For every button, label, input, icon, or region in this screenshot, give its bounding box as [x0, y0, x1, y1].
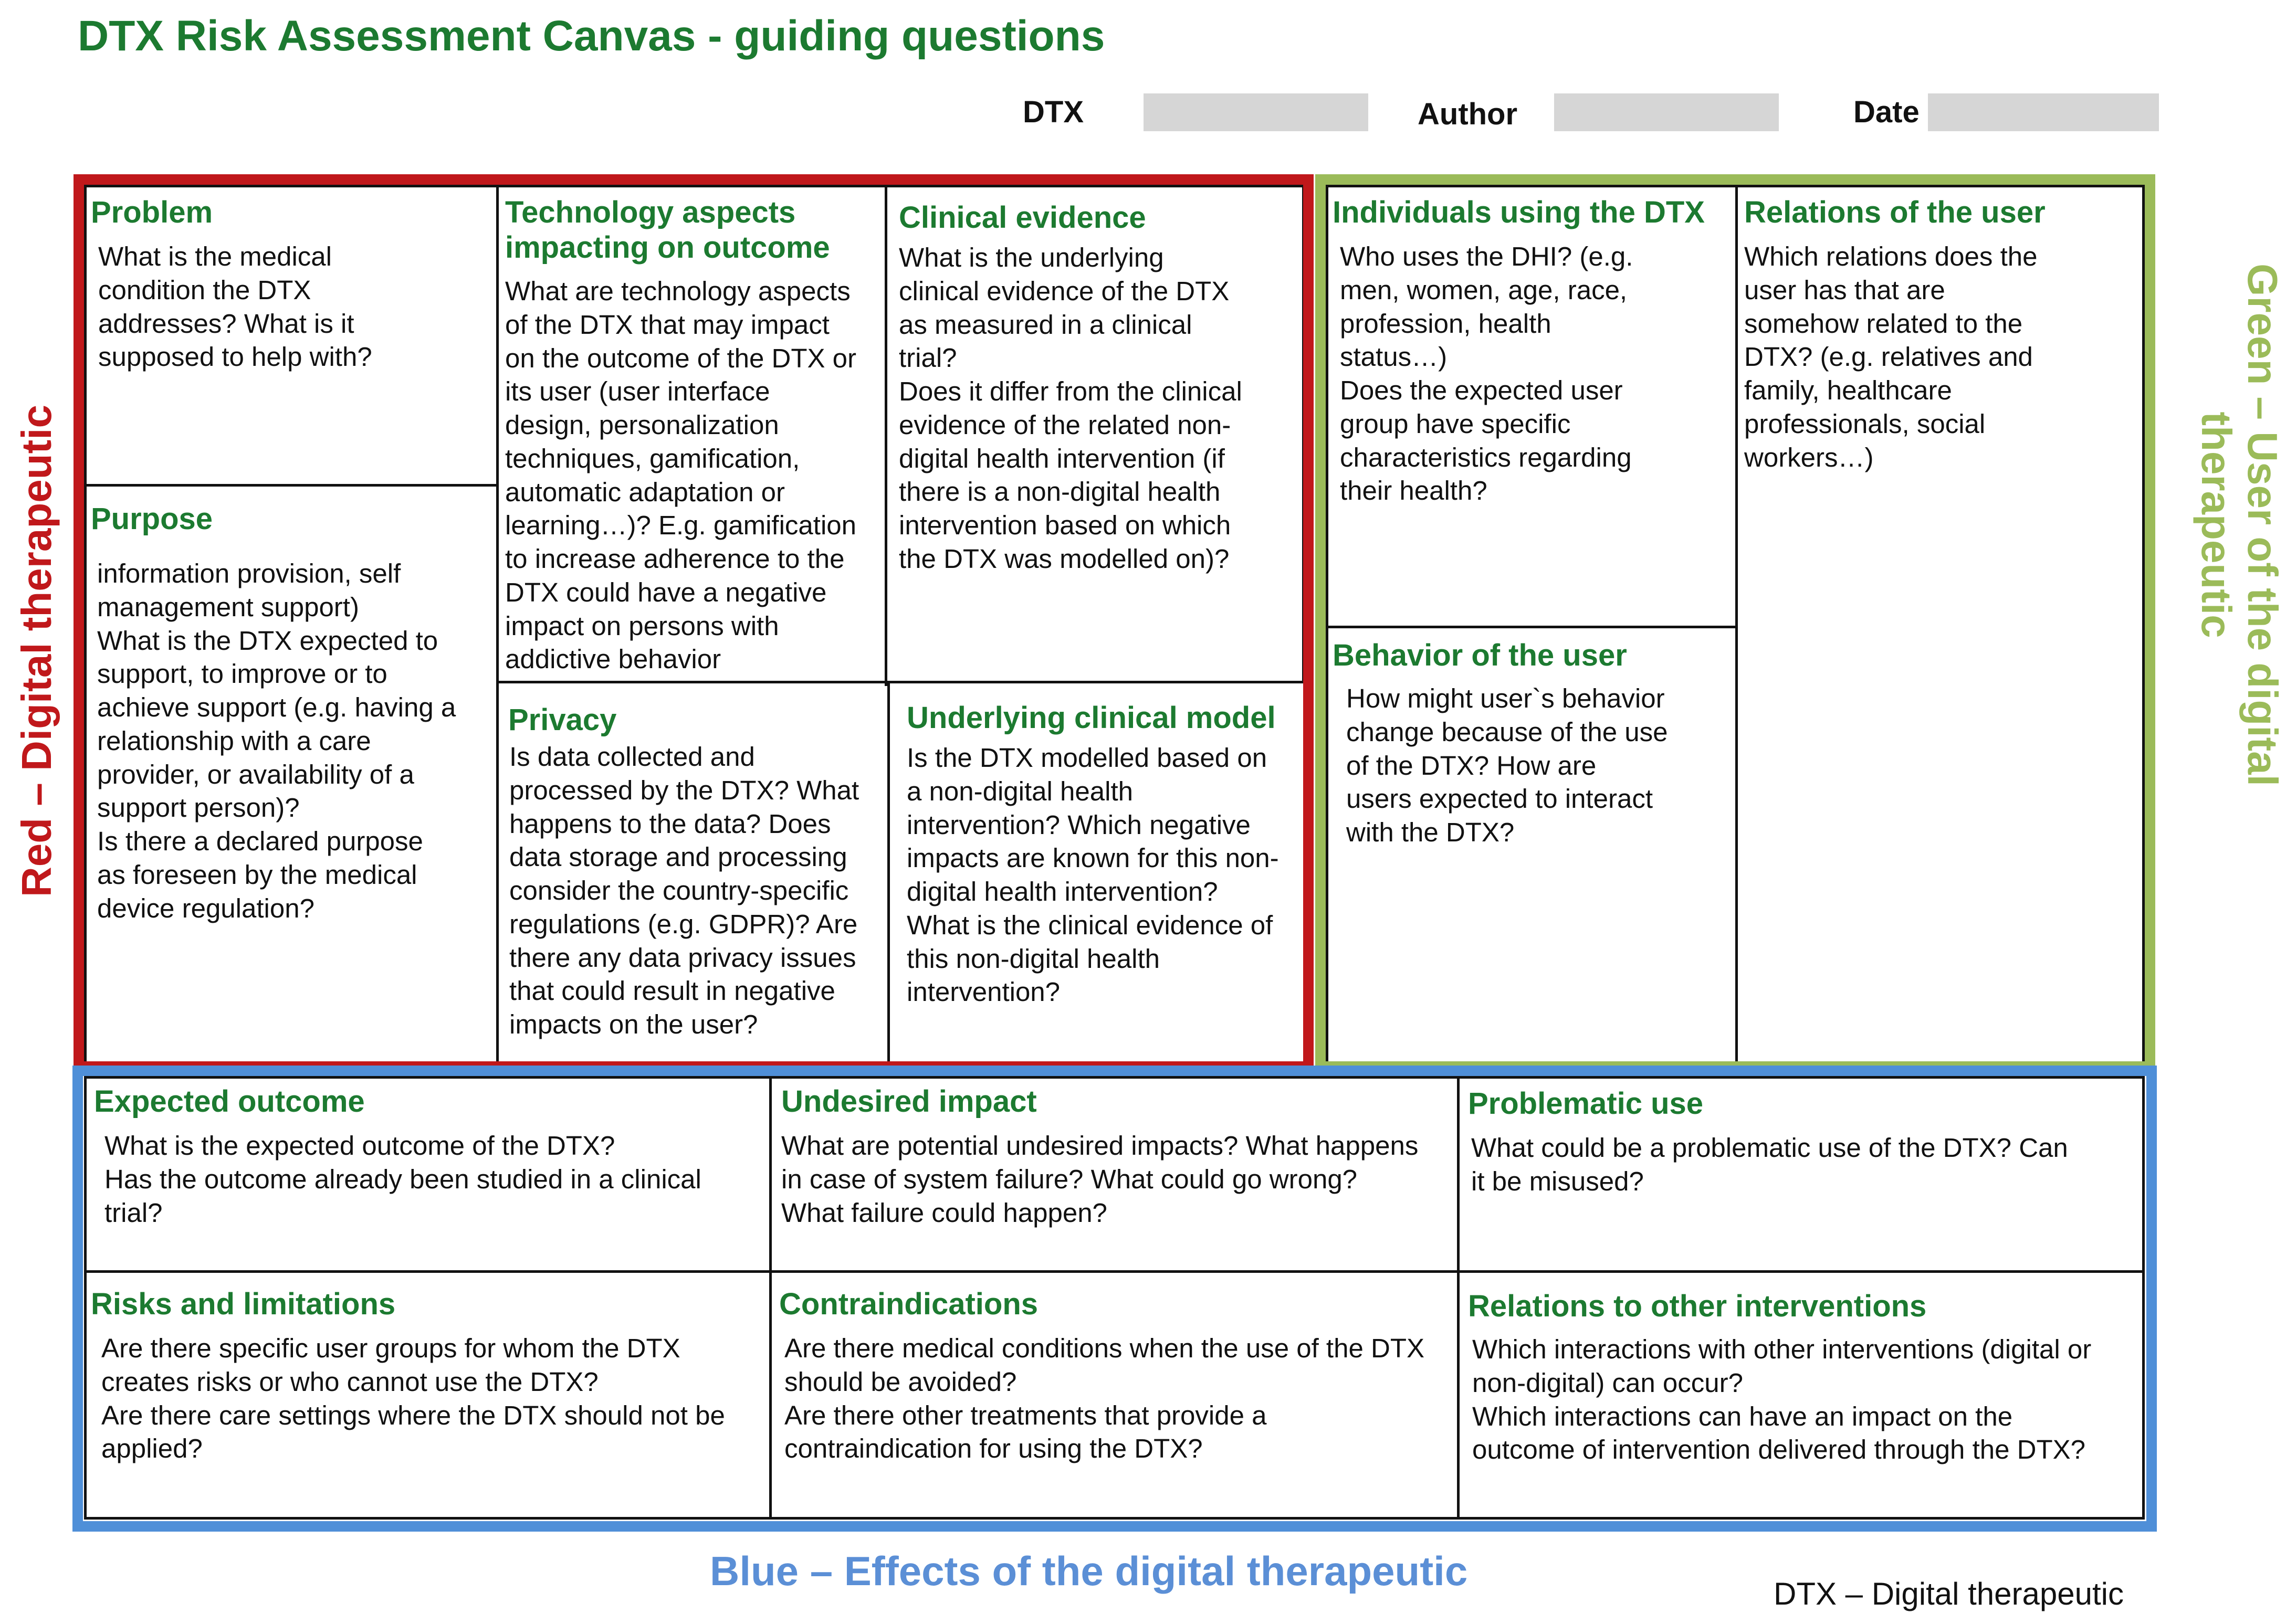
privacy-text: Is data collected and processed by the DTX? What happens to the data? Does data storage and processing consider the country-specific regulations (e.g. GDPR)? Are there any data privacy issues that could result in negative impacts on the user? — [509, 742, 859, 1039]
privacy-heading: Privacy — [508, 703, 617, 737]
problematic-use-text: What could be a problematic use of the DTX? Can it be misused? — [1471, 1133, 2068, 1196]
blue-section-frame — [72, 1066, 2157, 1532]
technology-text: What are technology aspects of the DTX that may impact on the outcome of the DTX or its user (user interface design, personalization techniques, gamification, automatic adaptation or learning…)? E.g. gamification to increase adherence to the DTX could have a negative impact on persons with addictive behavior — [505, 276, 857, 674]
contraindications-text: Are there medical conditions when the use of the DTX should be avoided? Are there other treatments that provide a contraindication for using the DTX? — [784, 1333, 1424, 1464]
behavior-heading: Behavior of the user — [1333, 638, 1627, 672]
purpose-text: information provision, self management support) What is the DTX expected to support, to improve or to achieve support (e.g. having a relationship with a care provider, or availability of a support person)? Is there a declared purpose as foreseen by the medical device regulation? — [97, 558, 456, 923]
clinical-model-text: Is the DTX modelled based on a non-digital health intervention? Which negative impacts are known for this non- digital health intervention? What is the clinical evidence of this non-digital health intervention? — [907, 743, 1279, 1007]
green-section-label: Green – User of the digital therapeutic — [2193, 263, 2286, 786]
relations-user-heading: Relations of the user — [1744, 195, 2046, 229]
risks-text: Are there specific user groups for whom the DTX creates risks or who cannot use the DTX? Are there care settings where the DTX should not be applied? — [101, 1333, 725, 1464]
dtx-field-label: DTX — [1023, 95, 1084, 129]
problem-heading: Problem — [91, 195, 213, 229]
clinical-evidence-text: What is the underlying clinical evidence of the DTX as measured in a clinical trial? Does it differ from the clinical evidence of the related non- digital health intervention (if there is a non-digital health intervention based on which the DTX was modelled on)? — [899, 242, 1242, 574]
individuals-text: Who uses the DHI? (e.g. men, women, age, race, profession, health status…) Does the expected user group have specific characteristics regarding their health? — [1340, 241, 1633, 506]
behavior-text: How might user`s behavior change because of the use of the DTX? How are users expected to interact with the DTX? — [1346, 683, 1668, 847]
technology-heading: Technology aspects impacting on outcome — [505, 195, 830, 265]
footnote: DTX – Digital therapeutic — [1774, 1576, 2124, 1611]
relations-interventions-heading: Relations to other interventions — [1468, 1289, 1927, 1323]
expected-outcome-heading: Expected outcome — [94, 1084, 365, 1119]
individuals-heading: Individuals using the DTX — [1333, 195, 1705, 229]
date-field-label: Date — [1853, 95, 1920, 129]
clinical-model-heading: Underlying clinical model — [907, 701, 1276, 735]
problematic-use-heading: Problematic use — [1468, 1087, 1704, 1121]
undesired-impact-text: What are potential undesired impacts? What happens in case of system failure? What could go wrong? What failure could happen? — [781, 1131, 1419, 1228]
author-field-input[interactable] — [1554, 93, 1779, 131]
risks-heading: Risks and limitations — [91, 1287, 396, 1321]
green-section-frame — [1315, 174, 2155, 1072]
undesired-impact-heading: Undesired impact — [781, 1084, 1037, 1119]
green-section-label-wrap — [2193, 262, 2285, 787]
dtx-field-input[interactable] — [1144, 93, 1368, 131]
clinical-evidence-heading: Clinical evidence — [899, 201, 1146, 235]
relations-user-text: Which relations does the user has that are somehow related to the DTX? (e.g. relatives and family, healthcare professionals, social workers…) — [1744, 241, 2038, 472]
expected-outcome-text: What is the expected outcome of the DTX? Has the outcome already been studied in a clinical trial? — [104, 1131, 701, 1228]
relations-interventions-text: Which interactions with other interventions (digital or non-digital) can occur? Which interactions can have an impact on the outcome of intervention delivered through the DTX? — [1472, 1334, 2092, 1465]
purpose-heading: Purpose — [91, 502, 213, 536]
contraindications-heading: Contraindications — [779, 1287, 1039, 1321]
blue-section-label: Blue – Effects of the digital therapeutic — [710, 1548, 1468, 1594]
red-section-frame — [74, 174, 1314, 1072]
author-field-label: Author — [1418, 97, 1518, 131]
date-field-input[interactable] — [1928, 93, 2159, 131]
page-title: DTX Risk Assessment Canvas - guiding questions — [78, 12, 1105, 60]
problem-text: What is the medical condition the DTX addresses? What is it supposed to help with? — [98, 241, 372, 372]
red-section-label: Red – Digital therapeutic — [13, 405, 60, 897]
